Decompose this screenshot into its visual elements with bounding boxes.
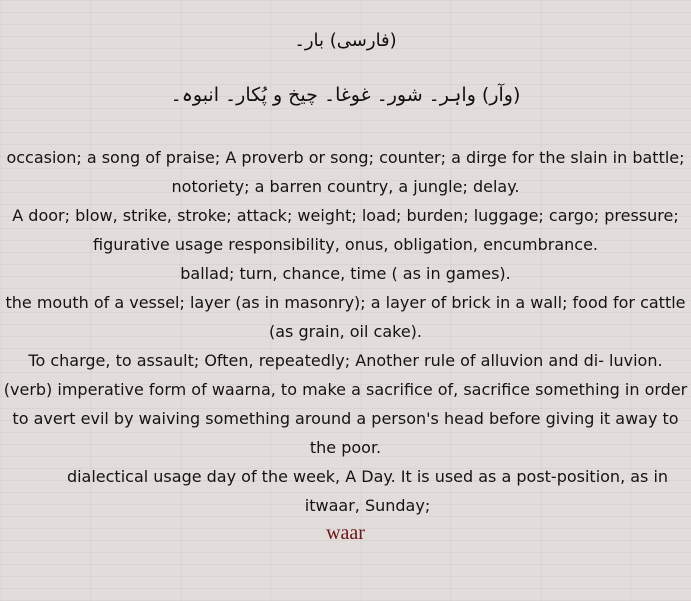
definition-item: To charge, to assault; Often, repeatedly; Another rule of alluvion and di- luvion. [28,351,663,370]
definitions-list [0,143,691,520]
definition-item: dialectical usage day of the week, A Day. It is used as a post-position, as in itwaar, Sunday; [66,467,669,515]
definition-item: (verb) imperative form of waarna, to make a sacrifice of, sacrifice something in order to avert evil by waiving something around a person's head before giving it away to the poor. [3,380,688,457]
urdu-synonyms: (وآر) واہر۔ شور۔ غوغا۔ چیخ و پُکار۔ انبوہ۔ [170,84,521,106]
urdu-etymology: (فارسی) بار۔ [294,30,397,51]
definition-item: ballad; turn, chance, time ( as in games). [180,264,511,283]
definition-item: the mouth of a vessel; layer (as in masonry); a layer of brick in a wall; food for cattle (as grain, oil cake). [5,293,686,341]
headword: waar [326,522,365,544]
definition-item: A door; blow, strike, stroke; attack; weight; load; burden; luggage; cargo; pressure; figurative usage responsibility, onus, obligation, encumbrance. [12,206,679,254]
definition-item: occasion; a song of praise; A proverb or song; counter; a dirge for the slain in battle; notoriety; a barren country, a jungle; delay. [6,148,685,196]
